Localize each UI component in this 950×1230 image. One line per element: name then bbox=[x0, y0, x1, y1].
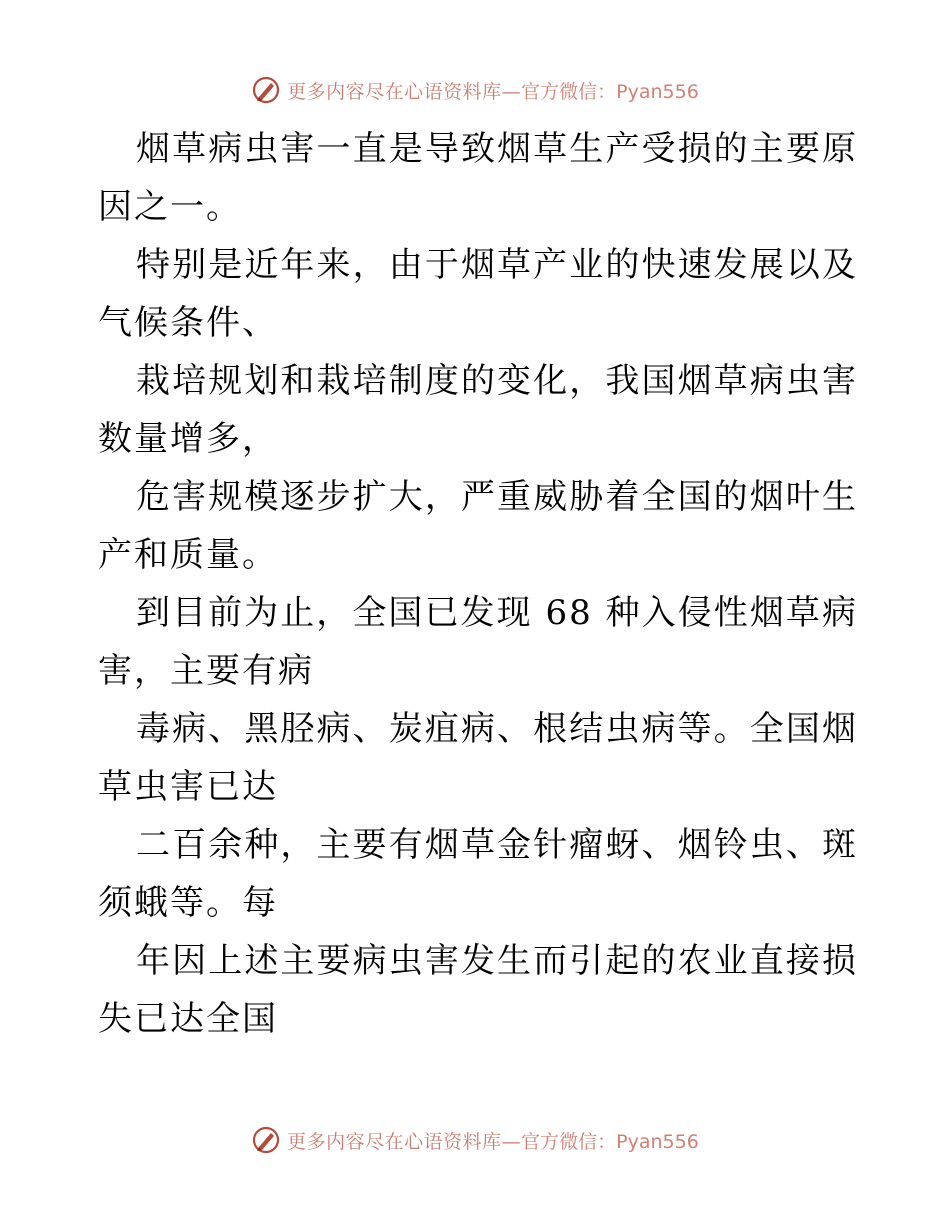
pen-logo-icon bbox=[251, 75, 281, 105]
paragraph: 烟草病虫害一直是导致烟草生产受损的主要原因之一。 bbox=[98, 129, 858, 227]
watermark-text: 更多内容尽在心语资料库— bbox=[287, 1130, 522, 1153]
paragraph: 危害规模逐步扩大，严重威胁着全国的烟叶生产和质量。 bbox=[98, 477, 858, 575]
watermark-text: 更多内容尽在心语资料库— bbox=[287, 80, 522, 103]
paragraph: 栽培规划和栽培制度的变化，我国烟草病虫害数量增多， bbox=[98, 361, 858, 459]
header-watermark bbox=[0, 72, 950, 108]
paragraph: 毒病、黑胫病、炭疽病、根结虫病等。全国烟草虫害已达 bbox=[98, 709, 858, 807]
footer-watermark bbox=[0, 1122, 950, 1158]
paragraph: 年因上述主要病虫害发生而引起的农业直接损失已达全国 bbox=[98, 941, 858, 1039]
document-body bbox=[98, 120, 858, 1048]
watermark-wechat: 官方微信：Pyan556 bbox=[521, 80, 699, 103]
paragraph: 特别是近年来，由于烟草产业的快速发展以及气候条件、 bbox=[98, 245, 858, 343]
watermark-wechat: 官方微信：Pyan556 bbox=[521, 1130, 699, 1153]
pen-logo-icon bbox=[251, 1125, 281, 1155]
paragraph: 到目前为止，全国已发现 68 种入侵性烟草病害，主要有病 bbox=[98, 593, 858, 691]
paragraph: 二百余种，主要有烟草金针瘤蚜、烟铃虫、斑须蛾等。每 bbox=[98, 825, 858, 923]
